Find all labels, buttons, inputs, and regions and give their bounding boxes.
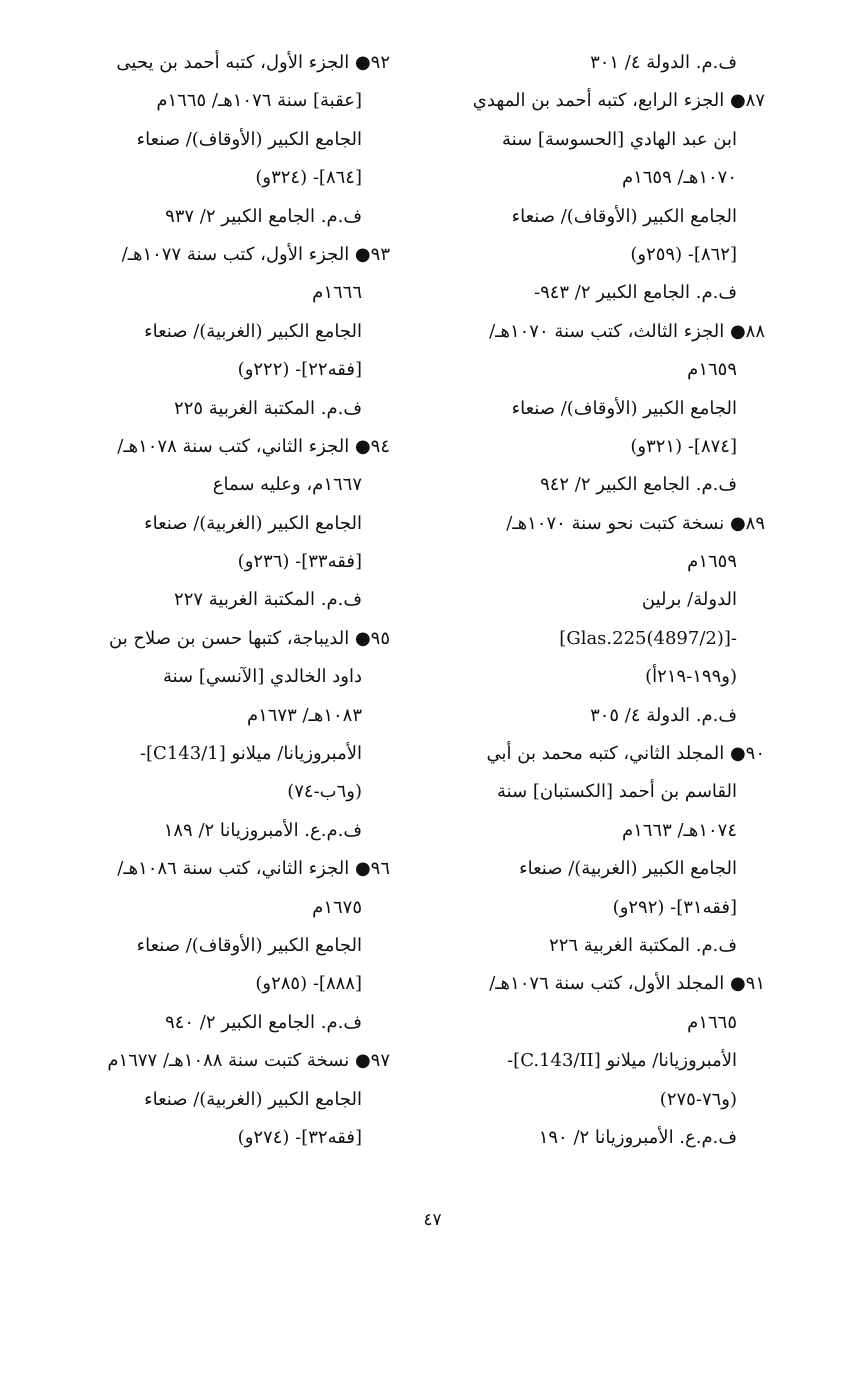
- entry-heading-line: ٩٠● المجلد الثاني، كتبه محمد بن أبي: [486, 743, 765, 765]
- entry-text-line: ١٦٦٦م: [312, 282, 362, 304]
- entry-text-line: ف.م. الدولة ٤/ ٣٠٥: [590, 704, 737, 726]
- entry-text-line: (و٧٦-٢٧٥): [659, 1088, 737, 1110]
- entry-text-line: ف.م.ع. الأمبروزيانا ٢/ ١٨٩: [163, 819, 362, 841]
- entry-text-line: ١٠٨٣هـ/ ١٦٧٣م: [246, 704, 362, 726]
- entry-text-line: ١٠٧٠هـ/ ١٦٥٩م: [621, 167, 737, 189]
- entry-text-line: [فقه٣٣]- (٢٣٦و): [237, 551, 362, 573]
- entry-text-line: الجامع الكبير (الأوقاف)/ صنعاء: [511, 205, 737, 227]
- entry-text-line: (و١٩٩-٢١٩أ): [645, 666, 737, 688]
- entry-text-line: ف.م. الجامع الكبير ٢/ ٩٤٠: [165, 1011, 362, 1033]
- entry-text-line: الدولة/ برلين: [641, 589, 737, 611]
- entry-heading-line: ٩٧● نسخة كتبت سنة ١٠٨٨هـ/ ١٦٧٧م: [107, 1050, 390, 1072]
- entry-text-line: ١٦٦٥م: [687, 1011, 737, 1033]
- entry-heading-line: ٩٣● الجزء الأول، كتب سنة ١٠٧٧هـ/: [121, 243, 390, 265]
- entry-text-line: الجامع الكبير (الغربية)/ صنعاء: [144, 1088, 362, 1110]
- entry-heading-line: ٩٥● الديباجة، كتبها حسن بن صلاح بن: [109, 627, 390, 649]
- entry-text-line: [فقه٣١]- (٢٩٢و): [612, 896, 737, 918]
- entry-text-line: داود الخالدي [الآنسي] سنة: [162, 666, 362, 688]
- entry-text-line: الجامع الكبير (الأوقاف)/ صنعاء: [511, 397, 737, 419]
- entry-text-line: الأمبروزيانا/ ميلانو [C143/1]-: [139, 743, 362, 765]
- entry-text-line: ابن عبد الهادي [الحسوسة] سنة: [502, 128, 737, 150]
- entry-text-line: الجامع الكبير (الأوقاف)/ صنعاء: [136, 934, 362, 956]
- entry-text-line: ف.م. الجامع الكبير ٢/ ٩٤٣-: [533, 282, 737, 304]
- entry-heading-line: ٩٤● الجزء الثاني، كتب سنة ١٠٧٨هـ/: [117, 435, 390, 457]
- page-number: ٤٧: [423, 1210, 442, 1230]
- entry-text-line: ف.م. المكتبة الغربية ٢٢٦: [549, 934, 737, 956]
- entry-text-line: [٨٧٤]- (٣٢١و): [630, 435, 737, 457]
- entry-text-line: [٨٨٨]- (٢٨٥و): [255, 973, 362, 995]
- entry-text-line: ف.م. الدولة ٤/ ٣٠١: [590, 52, 737, 73]
- entry-text-line: ١٦٧٥م: [312, 896, 362, 918]
- entry-text-line: [فقه٢٢]- (٢٢٢و): [237, 359, 362, 381]
- right-column: [430, 44, 765, 1157]
- entry-text-line: الأمبروزيانا/ ميلانو [C.143/II]-: [507, 1050, 737, 1072]
- entry-text-line: ١٠٧٤هـ/ ١٦٦٣م: [621, 819, 737, 841]
- entry-text-line: ف.م. المكتبة الغربية ٢٢٥: [174, 397, 362, 419]
- entry-text-line: [فقه٣٢]- (٢٧٤و): [237, 1126, 362, 1148]
- entry-heading-line: ٩١● المجلد الأول، كتب سنة ١٠٧٦هـ/: [489, 973, 765, 995]
- entry-text-line: ١٦٥٩م: [687, 551, 737, 573]
- entry-text-line: الجامع الكبير (الغربية)/ صنعاء: [519, 858, 737, 880]
- entry-text-line: الجامع الكبير (الأوقاف)/ صنعاء: [136, 128, 362, 150]
- entry-heading-line: ٨٧● الجزء الرابع، كتبه أحمد بن المهدي: [472, 90, 765, 112]
- entry-heading-line: ٩٢● الجزء الأول، كتبه أحمد بن يحيى: [116, 52, 390, 73]
- entry-text-line: ١٦٥٩م: [687, 359, 737, 381]
- entry-text-line: (و٦ب-٧٤): [287, 781, 362, 803]
- entry-text-line: -[(4897/2)Glas.225]: [559, 627, 737, 649]
- entry-heading-line: ٨٩● نسخة كتبت نحو سنة ١٠٧٠هـ/: [506, 512, 765, 534]
- entry-text-line: ف.م. المكتبة الغربية ٢٢٧: [174, 589, 362, 611]
- entry-text-line: الجامع الكبير (الغربية)/ صنعاء: [144, 512, 362, 534]
- entry-text-line: ف.م. الجامع الكبير ٢/ ٩٤٢: [540, 474, 737, 496]
- entry-text-line: القاسم بن أحمد [الكستبان] سنة: [497, 781, 737, 803]
- left-column: [55, 44, 390, 1157]
- entry-text-line: [٨٦٤]- (٣٢٤و): [255, 167, 362, 189]
- entry-text-line: [عقبة] سنة ١٠٧٦هـ/ ١٦٦٥م: [156, 90, 362, 112]
- entry-text-line: ف.م.ع. الأمبروزيانا ٢/ ١٩٠: [538, 1126, 737, 1148]
- entry-text-line: [٨٦٢]- (٢٥٩و): [630, 243, 737, 265]
- entry-text-line: ١٦٦٧م، وعليه سماع: [212, 474, 362, 496]
- entry-text-line: ف.م. الجامع الكبير ٢/ ٩٣٧: [165, 205, 362, 227]
- entry-heading-line: ٨٨● الجزء الثالث، كتب سنة ١٠٧٠هـ/: [489, 320, 765, 342]
- entry-heading-line: ٩٦● الجزء الثاني، كتب سنة ١٠٨٦هـ/: [117, 858, 390, 880]
- entry-text-line: الجامع الكبير (الغربية)/ صنعاء: [144, 320, 362, 342]
